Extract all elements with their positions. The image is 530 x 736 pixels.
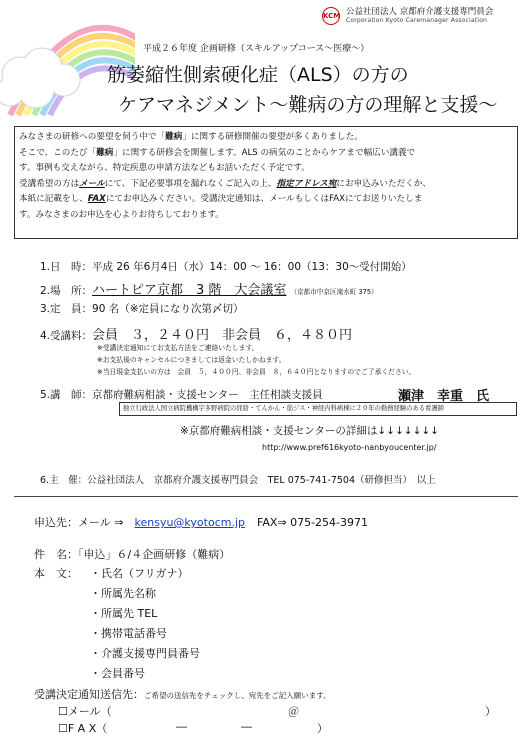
host-value: 公益社団法人 京都府介護支援専門員会 TEL 075-741-7504（研修担当） 以上 [87,475,436,486]
intro-line: す。みなさまのお申込を心よりお待ちしております。 [19,209,224,220]
place-row [40,279,378,298]
intro-box [14,126,518,239]
body-item: ・会員番号 [90,667,145,680]
lecturer-career-box: 独立行政法人国立病院機構宇多野病院の経絡・てんかん・筋ジス・神経内科病棟に２０年の勤務経験のある看護師 [119,402,517,416]
intro-line: みなさまの研修への要望を伺う中で「難病」に関する研修開催の要望が多くありました。 [19,132,363,142]
email-link[interactable]: kensyu@kyotocm.jp [134,516,245,529]
body-item: ・氏名（フリガナ） [90,567,189,580]
lecturer-org: 京都府難病相談・支援センター 主任相談支援員 [92,389,323,401]
body-item: ・介護支援専門員番号 [90,647,200,660]
fee-note: ※お支払後のキャンセルにつきましては返金いたしかねます。 [97,356,286,364]
fee-note: ※受講決定通知にてお支払方法をご連絡いたします。 [97,344,259,352]
center-url[interactable]: http://www.pref616kyoto-nanbyoucenter.jp/ [262,443,437,452]
intro-line: す。事例も交えながら、特定疾患の申請方法などもお話いただく予定です。 [19,163,310,174]
fee-row [40,324,352,343]
training-subtitle: 平成２６年度 企画研修（スキルアップコース〜医療〜） [143,44,370,54]
date-row [40,259,412,274]
date-label: 1.日 時： [40,261,93,273]
notice-hint: ご希望の送信先をチェックし、宛先をご記入願います。 [144,691,331,700]
body-item: ・携帯電話番号 [90,627,167,640]
capacity-value: 90 名（※定員になり次第〆切） [92,303,244,315]
fax-dash: ― [241,720,252,733]
lecturer-label: 5.講 師： [40,389,93,401]
fax-dash: ― [176,720,187,733]
host-label: 6.主 催： [40,475,88,486]
fax-close-paren: ） [317,722,328,735]
fax-number: FAX⇒ 075-254-3971 [257,516,369,529]
intro-line: そこで、このたび「難病」に関する研修会を開催します。ALS の病気のことからケアまで幅広い講義で [19,147,416,158]
place-label: 2.場 所： [40,285,93,297]
subject-label: 件 名： [34,548,78,561]
intro-line: 本紙に記載をし、FAXにてお申込みください。受講決定通知は、メールもしくはFAXにてお送りいたしま [19,194,423,205]
organization-name-en: Corporation Kyoto Caremanager Association [346,17,488,24]
subject-row [34,546,230,562]
notice-label: 受講決定通知送信先： [34,688,144,701]
lecturer-row [40,387,323,402]
divider [14,496,518,497]
mail-close-paren: ） [485,705,496,718]
subject-value: 「申込」６/４企画研修（難病） [78,548,231,561]
application-address-row [34,514,368,530]
center-note: ※京都府難病相談・支援センターの詳細は↓↓↓↓↓↓↓ [180,425,439,437]
page-title-line2: ケアマネジメント〜難病の方の理解と支援〜 [118,94,498,116]
page-title-line1: 筋萎縮性側索硬化症（ALS）の方の [107,64,409,86]
host-row [40,472,436,486]
place-address: （京都市中京区滝水町 375） [290,288,378,296]
place-value: ハートピア京都 3 階 大会議室 [92,283,287,298]
mail-at-sign: ＠ [288,705,299,718]
intro-line: 受講希望の方はメールにて、下記必要事項を漏れなくご記入の上、指定アドレス宛にお申込みいただくか、 [19,178,431,189]
body-item: ・所属先名称 [90,587,156,600]
notice-mail-checkbox[interactable]: ☐メール（ [58,705,112,718]
fee-label: 4.受講料： [40,330,93,342]
date-value: 平成 26 年6月4日（水）14：00 〜 16：00（13：30〜受付開始） [92,261,412,273]
fee-value: 会員 ３，２４０円 非会員 ６，４８０円 [92,328,353,343]
notice-fax-checkbox[interactable]: ☐F A X（ [58,722,108,735]
body-item: ・所属先 TEL [90,607,158,620]
capacity-row [40,301,244,316]
kcm-logo-icon: KCM [322,7,340,25]
body-label: 本 文： [34,567,78,580]
lecturer-name: 瀬津 幸重 氏 [398,389,490,404]
organization-name: 公益社団法人 京都府介護支援専門員会 [346,7,494,17]
capacity-label: 3.定 員： [40,303,93,315]
mail-label: 申込先：メール ⇒ [34,516,135,529]
notice-row [34,686,331,702]
fee-note: ※当日現金支払いの方は 会員 ５，４００円、非会員 ８，６４０円となりますのでご了承ください。 [97,368,416,376]
